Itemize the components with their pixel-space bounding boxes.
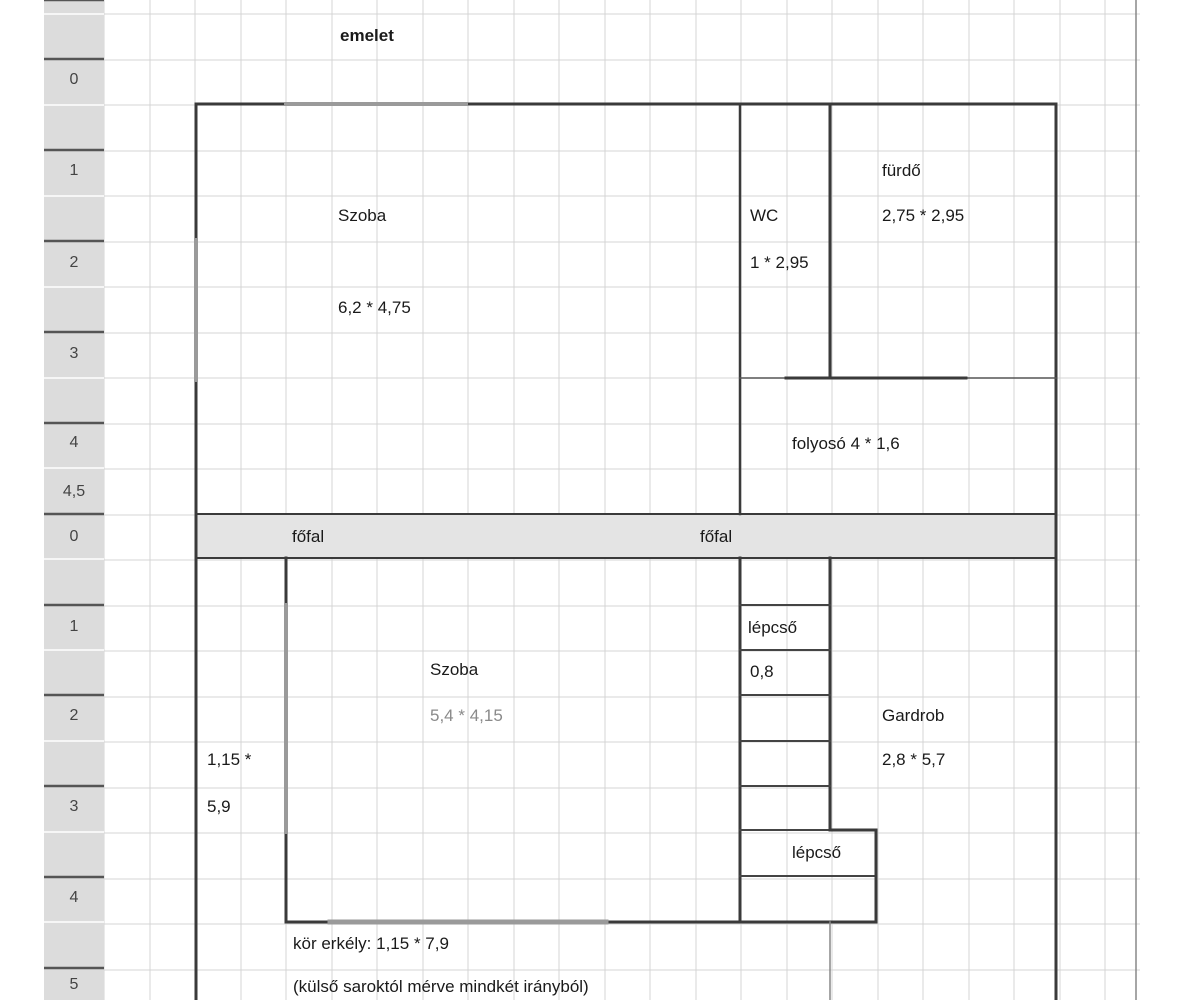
room-name-furdo: fürdő [882,161,921,180]
ruler-label: 4,5 [62,483,86,500]
room-dims-szoba-top: 6,2 * 4,75 [338,298,411,317]
room-dims-wc: 1 * 2,95 [750,253,809,272]
ruler-label: 1 [69,618,79,635]
ruler-label: 4 [69,889,79,906]
ruler-label: 3 [69,345,79,362]
ruler-label: 0 [69,528,79,545]
main-wall-label-left: főfal [292,527,325,546]
room-dims-szoba-bottom: 5,4 * 4,15 [430,706,503,725]
ruler-label: 1 [69,162,79,179]
ruler-label: 5 [69,976,79,993]
side-strip-dims-line2: 5,9 [207,797,231,816]
room-name-folyoso: folyosó 4 * 1,6 [792,434,900,453]
stairs-label-bottom: lépcső [792,843,842,862]
room-name-wc: WC [750,206,779,225]
side-strip-dims-line1: 1,15 * [207,750,252,769]
main-wall-band [196,514,1056,558]
ruler-label: 2 [69,254,79,271]
main-wall-label-right: főfal [700,527,733,546]
room-dims-gardrob: 2,8 * 5,7 [882,750,946,769]
ruler-label: 0 [69,71,79,88]
room-name-gardrob: Gardrob [882,706,945,725]
stairs-label-top: lépcső [748,618,798,637]
ruler-label: 2 [69,707,79,724]
balcony-note: (külső saroktól mérve mindkét irányból) [293,977,589,996]
floor-label: emelet [340,26,394,45]
walls [196,104,1056,1000]
ruler-label: 3 [69,798,79,815]
room-name-szoba-top: Szoba [338,206,387,225]
balcony-label: kör erkély: 1,15 * 7,9 [293,934,449,953]
room-name-szoba-bottom: Szoba [430,660,479,679]
ruler-label: 4 [69,434,79,451]
room-dims-furdo: 2,75 * 2,95 [882,206,965,225]
stairs-dims: 0,8 [750,662,774,681]
grid-lines [104,0,1140,1000]
